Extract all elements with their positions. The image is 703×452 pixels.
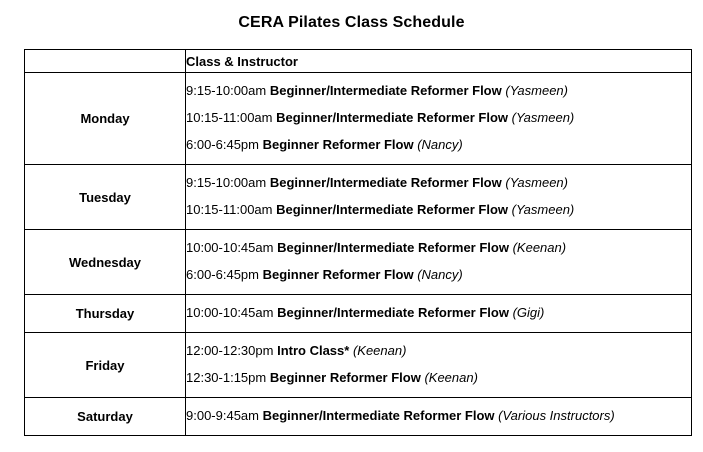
class-entry <box>186 299 691 326</box>
class-cell <box>186 73 692 165</box>
class-instructor: (Yasmeen) <box>505 83 568 98</box>
day-row-wednesday <box>25 230 692 295</box>
class-instructor: (Keenan) <box>352 343 407 358</box>
day-cell: Tuesday <box>25 165 186 230</box>
day-row-tuesday <box>25 165 692 230</box>
class-time: 10:15-11:00am <box>186 110 273 125</box>
class-instructor: (Gigi) <box>512 305 545 320</box>
class-list <box>186 73 691 164</box>
class-name: Beginner/Intermediate Reformer Flow <box>277 305 509 320</box>
class-instructor: (Keenan) <box>512 240 567 255</box>
class-entry <box>186 337 691 364</box>
class-instructor: (Yasmeen) <box>511 110 575 125</box>
day-cell: Saturday <box>25 398 186 436</box>
class-entry <box>186 364 691 391</box>
class-time: 9:15-10:00am <box>186 175 267 190</box>
class-list <box>186 398 691 435</box>
class-instructor: (Yasmeen) <box>505 175 568 190</box>
class-cell <box>186 398 692 436</box>
class-time: 10:15-11:00am <box>186 202 273 217</box>
class-time: 10:00-10:45am <box>186 240 274 255</box>
class-entry <box>186 261 691 288</box>
header-row <box>25 50 692 73</box>
class-name: Beginner/Intermediate Reformer Flow <box>262 408 495 423</box>
class-name: Beginner/Intermediate Reformer Flow <box>276 110 509 125</box>
class-list <box>186 230 691 294</box>
class-time: 6:00-6:45pm <box>186 137 259 152</box>
schedule-table <box>24 49 692 436</box>
class-instructor: (Nancy) <box>417 267 463 282</box>
class-time: 9:15-10:00am <box>186 83 267 98</box>
class-entry <box>186 77 691 104</box>
class-list <box>186 333 691 397</box>
day-cell: Friday <box>25 333 186 398</box>
day-row-monday <box>25 73 692 165</box>
class-name: Beginner Reformer Flow <box>262 137 414 152</box>
class-list <box>186 165 691 229</box>
class-time: 6:00-6:45pm <box>186 267 259 282</box>
class-name: Beginner Reformer Flow <box>269 370 421 385</box>
class-cell <box>186 165 692 230</box>
class-instructor: (Keenan) <box>424 370 478 385</box>
class-entry <box>186 131 691 158</box>
header-class-cell: Class & Instructor <box>186 50 692 73</box>
class-name: Beginner/Intermediate Reformer Flow <box>269 83 502 98</box>
day-row-thursday <box>25 295 692 333</box>
class-list <box>186 295 691 332</box>
class-instructor: (Various Instructors) <box>498 408 615 423</box>
day-cell: Monday <box>25 73 186 165</box>
class-entry <box>186 402 691 429</box>
class-time: 12:30-1:15pm <box>186 370 267 385</box>
class-entry <box>186 104 691 131</box>
class-name: Beginner/Intermediate Reformer Flow <box>277 240 509 255</box>
class-time: 12:00-12:30pm <box>186 343 274 358</box>
schedule-body <box>25 50 692 436</box>
day-row-friday <box>25 333 692 398</box>
header-day-cell <box>25 50 186 73</box>
page-title: CERA Pilates Class Schedule <box>238 14 465 31</box>
class-name: Intro Class* <box>277 343 350 358</box>
class-entry <box>186 169 691 196</box>
class-time: 10:00-10:45am <box>186 305 274 320</box>
day-row-saturday <box>25 398 692 436</box>
day-cell: Thursday <box>25 295 186 333</box>
class-name: Beginner/Intermediate Reformer Flow <box>276 202 509 217</box>
class-name: Beginner Reformer Flow <box>262 267 414 282</box>
class-instructor: (Nancy) <box>417 137 463 152</box>
class-entry <box>186 234 691 261</box>
class-cell <box>186 333 692 398</box>
class-cell <box>186 295 692 333</box>
day-cell: Wednesday <box>25 230 186 295</box>
class-entry <box>186 196 691 223</box>
class-time: 9:00-9:45am <box>186 408 259 423</box>
class-cell <box>186 230 692 295</box>
class-name: Beginner/Intermediate Reformer Flow <box>269 175 502 190</box>
class-instructor: (Yasmeen) <box>511 202 575 217</box>
